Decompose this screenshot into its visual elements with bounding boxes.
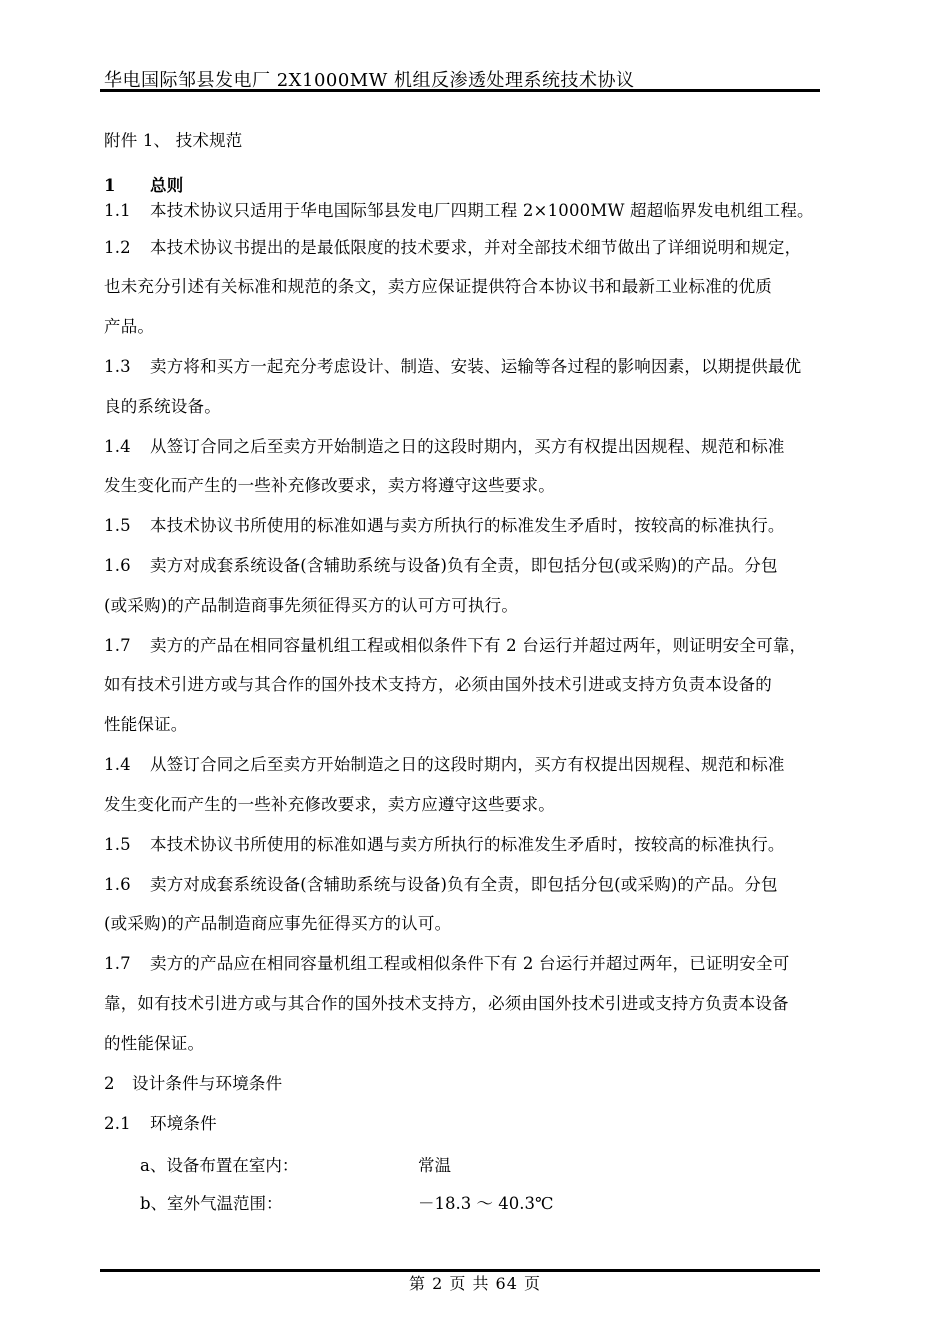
paragraph-line [104,871,778,895]
paragraph-line: (或采购)的产品制造商应事先征得买方的认可。 [104,914,452,933]
paragraph-line [104,552,778,576]
paragraph-line: 也未充分引述有关标准和规范的条文，卖方应保证提供符合本协议书和最新工业标准的优质 [104,277,772,296]
clause-number: 1.4 [104,755,131,774]
clause-number: 1.7 [104,636,131,655]
clause-text: 本技术协议书所使用的标准如遇与卖方所执行的标准发生矛盾时，按较高的标准执行。 [150,516,785,535]
page-number: 第 2 页 共 64 页 [409,1274,541,1293]
paragraph-line: 发生变化而产生的一些补充修改要求，卖方将遵守这些要求。 [104,476,555,495]
clause-text: 卖方将和买方一起充分考虑设计、制造、安装、运输等各过程的影响因素，以期提供最优 [150,357,802,376]
section-1-heading [104,172,183,196]
section-number: 2.1 [104,1114,131,1133]
clause-number: 1.6 [104,556,131,575]
clause-number: 1.1 [104,201,131,220]
paragraph-line: 如有技术引进方或与其合作的国外技术支持方，必须由国外技术引进或支持方负责本设备的 [104,675,772,694]
clause-number: 1.6 [104,875,131,894]
paragraph-line: 的性能保证。 [104,1034,205,1053]
paragraph-line: 性能保证。 [104,715,188,734]
paragraph-line: 发生变化而产生的一些补充修改要求，卖方应遵守这些要求。 [104,795,555,814]
clause-text: 卖方的产品在相同容量机组工程或相似条件下有 2 台运行并超过两年，则证明安全可靠， [150,636,807,655]
paragraph-line [104,950,790,974]
paragraph-line: 产品。 [104,317,155,336]
paragraph-line [104,234,801,258]
paragraph-line: (或采购)的产品制造商事先须征得买方的认可方可执行。 [104,596,519,615]
section-number: 1 [104,176,116,195]
section-title: 环境条件 [150,1114,217,1133]
clause-text: 卖方的产品应在相同容量机组工程或相似条件下有 2 台运行并超过两年，已证明安全可 [150,954,790,973]
condition-label: a、设备布置在室内： [140,1156,299,1175]
paragraph-line [104,353,801,377]
appendix-title: 附件 1、 技术规范 [104,131,243,150]
section-2-heading [104,1070,282,1094]
header-divider [100,89,820,92]
paragraph-line [104,632,806,656]
clause-number: 1.3 [104,357,131,376]
paragraph-line: 良的系统设备。 [104,397,221,416]
clause-text: 本技术协议书所使用的标准如遇与卖方所执行的标准发生矛盾时，按较高的标准执行。 [150,835,785,854]
paragraph-line [104,831,785,855]
clause-number: 1.4 [104,437,131,456]
clause-text: 本技术协议只适用于华电国际邹县发电厂四期工程 2×1000MW 超超临界发电机组工程。 [150,201,814,220]
clause-text: 从签订合同之后至卖方开始制造之日的这段时期内，买方有权提出因规程、规范和标准 [150,755,785,774]
clause-number: 1.7 [104,954,131,973]
condition-value: 常温 [418,1156,451,1175]
condition-value: －18.3 ～ 40.3℃ [418,1194,554,1213]
clause-text: 从签订合同之后至卖方开始制造之日的这段时期内，买方有权提出因规程、规范和标准 [150,437,785,456]
paragraph-line [104,751,785,775]
section-number: 2 [104,1074,115,1093]
document-title: 华电国际邹县发电厂 2X1000MW 机组反渗透处理系统技术协议 [104,70,635,91]
section-2-1-heading [104,1110,217,1134]
condition-label: b、室外气温范围： [140,1194,283,1213]
paragraph-line [104,197,814,221]
clause-number: 1.2 [104,238,131,257]
paragraph-line [104,512,785,536]
clause-text: 本技术协议书提出的是最低限度的技术要求，并对全部技术细节做出了详细说明和规定， [150,238,802,257]
clause-number: 1.5 [104,516,131,535]
clause-text: 卖方对成套系统设备(含辅助系统与设备)负有全责，即包括分包(或采购)的产品。分包 [150,875,778,894]
paragraph-line [104,433,785,457]
clause-text: 卖方对成套系统设备(含辅助系统与设备)负有全责，即包括分包(或采购)的产品。分包 [150,556,778,575]
paragraph-line: 靠，如有技术引进方或与其合作的国外技术支持方，必须由国外技术引进或支持方负责本设备 [104,994,789,1013]
clause-number: 1.5 [104,835,131,854]
section-title: 设计条件与环境条件 [132,1074,283,1093]
section-title: 总则 [150,176,184,195]
